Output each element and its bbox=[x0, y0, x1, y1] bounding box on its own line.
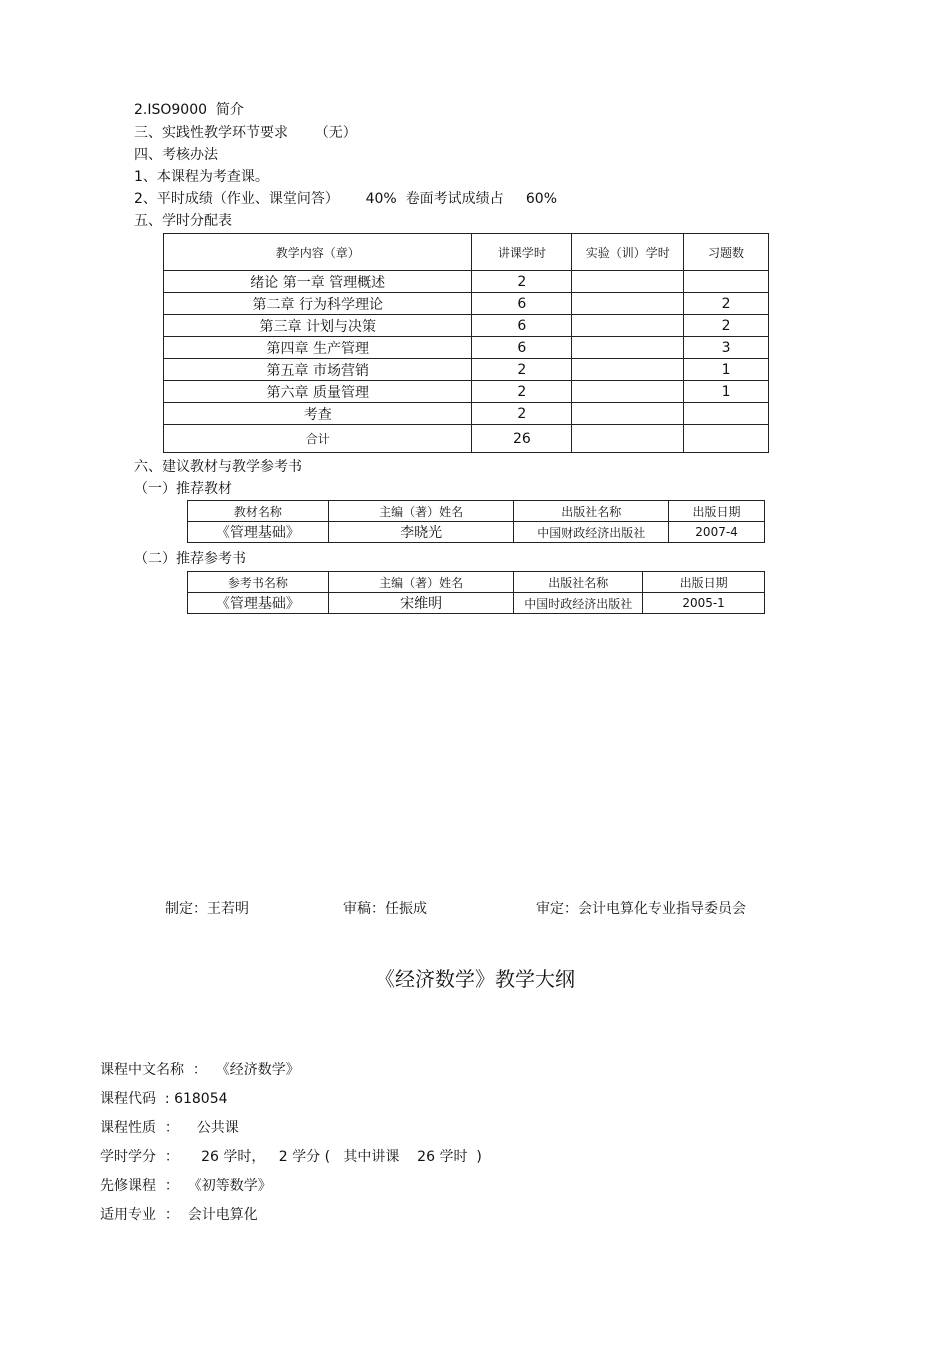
table-cell: 1 bbox=[684, 381, 769, 403]
reference-table bbox=[187, 571, 765, 614]
list-item: 2.ISO9000 简介 bbox=[134, 102, 244, 118]
table-header-cell: 出版社名称 bbox=[514, 572, 643, 593]
table-cell: 《管理基础》 bbox=[188, 593, 329, 614]
table-cell: 3 bbox=[684, 337, 769, 359]
table-cell bbox=[572, 271, 684, 293]
signature-approver: 审定：会计电算化专业指导委员会 bbox=[536, 901, 746, 917]
table-cell: 第二章 行为科学理论 bbox=[164, 293, 472, 315]
subsection-heading: （一）推荐教材 bbox=[134, 481, 232, 497]
table-header-cell: 习题数 bbox=[684, 234, 769, 271]
table-header-cell: 出版社名称 bbox=[514, 501, 669, 522]
table-cell bbox=[572, 403, 684, 425]
list-item: 2、平时成绩（作业、课堂问答） 40% 卷面考试成绩占 60% bbox=[134, 191, 557, 207]
table-cell: 2 bbox=[684, 315, 769, 337]
table-cell: 中国时政经济出版社 bbox=[514, 593, 643, 614]
table-cell: 2005-1 bbox=[643, 593, 765, 614]
table-cell: 中国财政经济出版社 bbox=[514, 522, 669, 543]
table-row bbox=[164, 337, 769, 359]
table-row bbox=[188, 593, 765, 614]
table-header-cell: 出版日期 bbox=[669, 501, 765, 522]
signature-reviewer: 审稿：任振成 bbox=[343, 901, 427, 917]
course-info-type: 课程性质 ： 公共课 bbox=[100, 1120, 239, 1136]
course-info-prereq: 先修课程 ： 《初等数学》 bbox=[100, 1178, 272, 1194]
table-header-cell: 主编（著）姓名 bbox=[328, 501, 514, 522]
table-cell bbox=[572, 359, 684, 381]
course-info-code: 课程代码 : 618054 bbox=[100, 1091, 228, 1107]
course-info-major: 适用专业 ： 会计电算化 bbox=[100, 1207, 258, 1223]
table-cell: 2 bbox=[472, 381, 572, 403]
table-cell bbox=[572, 293, 684, 315]
table-cell: 2 bbox=[472, 271, 572, 293]
hours-table bbox=[163, 233, 769, 453]
table-cell: 6 bbox=[472, 315, 572, 337]
table-cell bbox=[572, 315, 684, 337]
table-row bbox=[164, 315, 769, 337]
table-cell bbox=[572, 425, 684, 453]
table-cell: 2007-4 bbox=[669, 522, 765, 543]
table-header-cell: 教学内容（章） bbox=[164, 234, 472, 271]
table-header-row bbox=[164, 234, 769, 271]
table-cell: 1 bbox=[684, 359, 769, 381]
table-total-row bbox=[164, 425, 769, 453]
table-row bbox=[164, 403, 769, 425]
list-item: 1、本课程为考查课。 bbox=[134, 169, 269, 185]
table-cell: 6 bbox=[472, 293, 572, 315]
table-cell: 6 bbox=[472, 337, 572, 359]
table-row bbox=[164, 359, 769, 381]
section-heading: 五、学时分配表 bbox=[134, 213, 232, 229]
table-cell: 《管理基础》 bbox=[188, 522, 329, 543]
table-cell: 第三章 计划与决策 bbox=[164, 315, 472, 337]
table-cell: 考查 bbox=[164, 403, 472, 425]
textbook-table bbox=[187, 500, 765, 543]
table-row bbox=[164, 381, 769, 403]
table-header-cell: 讲课学时 bbox=[472, 234, 572, 271]
section-heading: 六、建议教材与教学参考书 bbox=[134, 459, 302, 475]
table-header-cell: 主编（著）姓名 bbox=[328, 572, 514, 593]
section-heading: 三、实践性教学环节要求 （无） bbox=[134, 125, 357, 141]
table-cell bbox=[572, 337, 684, 359]
table-cell bbox=[684, 425, 769, 453]
table-row bbox=[188, 522, 765, 543]
table-cell: 2 bbox=[684, 293, 769, 315]
table-header-cell: 出版日期 bbox=[643, 572, 765, 593]
table-row bbox=[164, 271, 769, 293]
table-header-row bbox=[188, 501, 765, 522]
course-info-name: 课程中文名称 ： 《经济数学》 bbox=[100, 1062, 300, 1078]
table-cell: 宋维明 bbox=[328, 593, 514, 614]
course-info-credits: 学时学分 ： 26 学时， 2 学分 ( 其中讲课 26 学时 ) bbox=[100, 1149, 482, 1165]
table-header-row bbox=[188, 572, 765, 593]
signature-maker: 制定：王若明 bbox=[165, 901, 249, 917]
table-cell bbox=[684, 403, 769, 425]
table-cell: 26 bbox=[472, 425, 572, 453]
table-cell bbox=[684, 271, 769, 293]
table-cell: 第四章 生产管理 bbox=[164, 337, 472, 359]
table-header-cell: 教材名称 bbox=[188, 501, 329, 522]
table-header-cell: 实验（训）学时 bbox=[572, 234, 684, 271]
table-cell: 第六章 质量管理 bbox=[164, 381, 472, 403]
page-title: 《经济数学》教学大纲 bbox=[375, 967, 575, 991]
table-cell: 2 bbox=[472, 403, 572, 425]
table-cell: 合计 bbox=[164, 425, 472, 453]
table-cell: 李晓光 bbox=[328, 522, 514, 543]
table-row bbox=[164, 293, 769, 315]
table-cell: 2 bbox=[472, 359, 572, 381]
section-heading: 四、考核办法 bbox=[134, 147, 218, 163]
table-header-cell: 参考书名称 bbox=[188, 572, 329, 593]
table-cell bbox=[572, 381, 684, 403]
table-cell: 第五章 市场营销 bbox=[164, 359, 472, 381]
subsection-heading: （二）推荐参考书 bbox=[134, 551, 246, 567]
table-cell: 绪论 第一章 管理概述 bbox=[164, 271, 472, 293]
